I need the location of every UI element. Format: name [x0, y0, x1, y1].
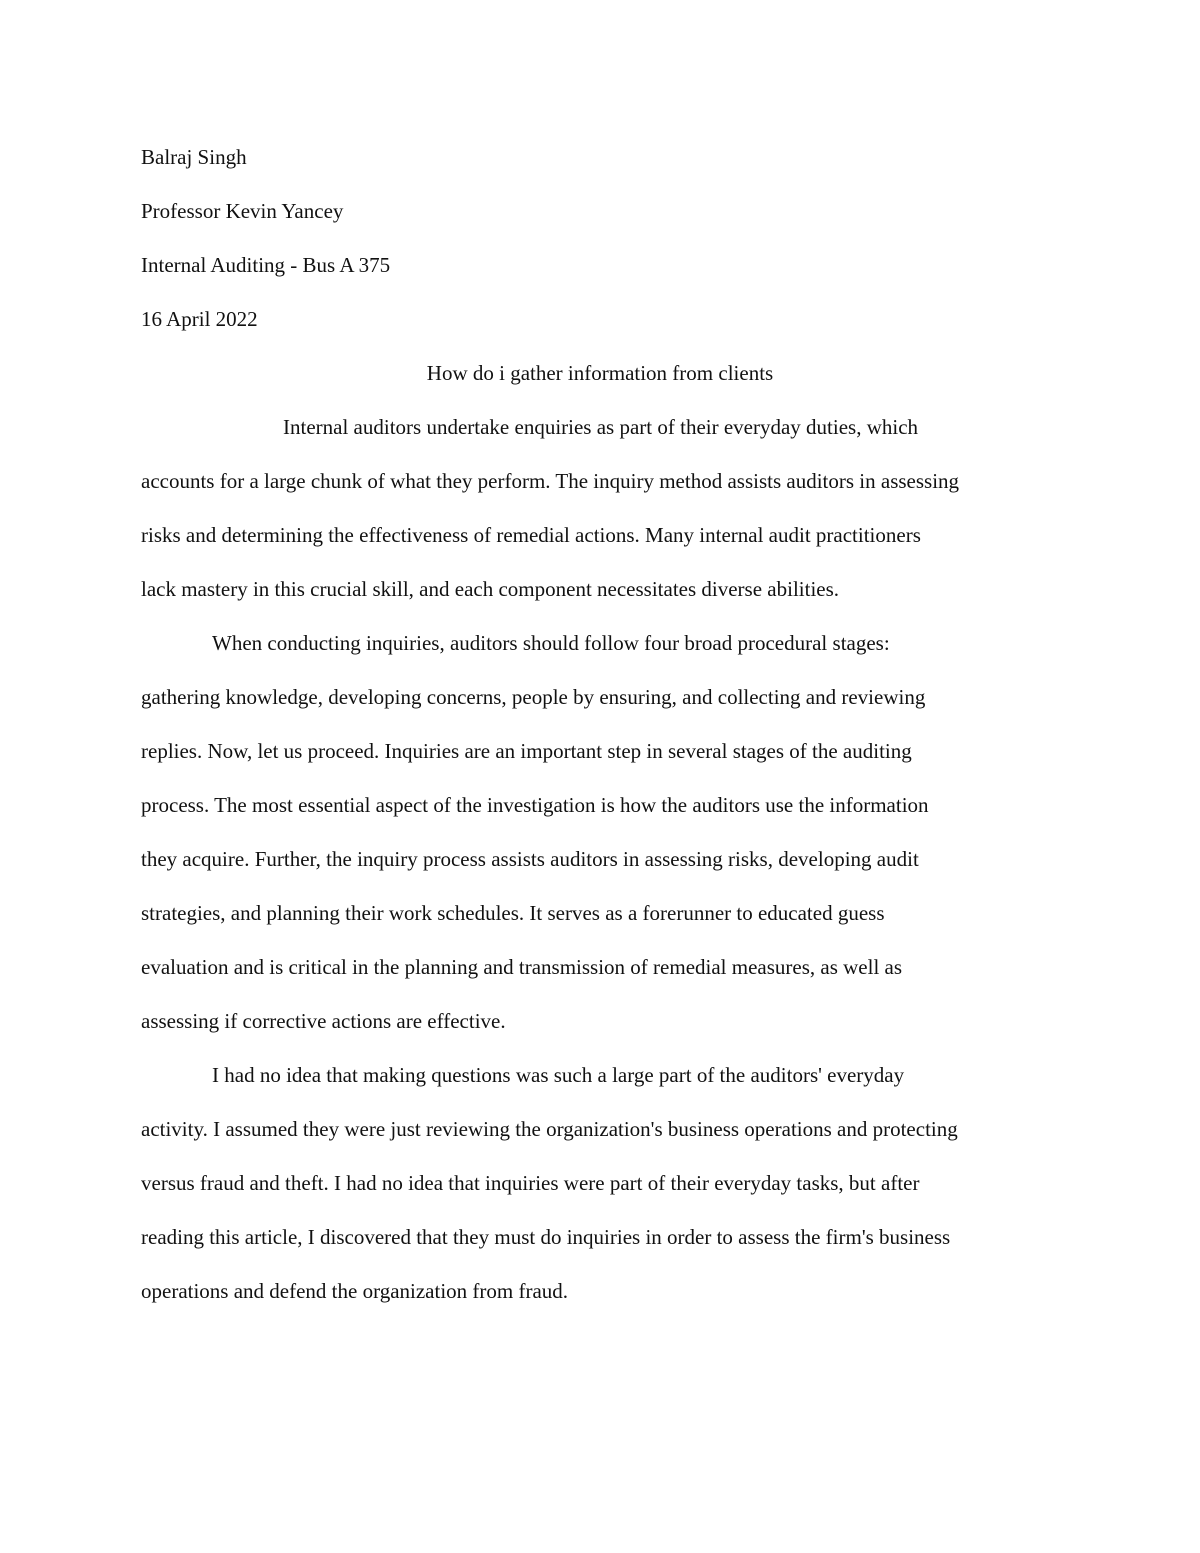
paragraph-line: gathering knowledge, developing concerns, people by ensuring, and collecting and reviewing [141, 685, 926, 709]
paragraph-line: I had no idea that making questions was such a large part of the auditors' everyday [212, 1063, 905, 1087]
paragraph-line: assessing if corrective actions are effective. [141, 1009, 506, 1033]
paragraph-line: process. The most essential aspect of the investigation is how the auditors use the information [141, 793, 929, 817]
paragraph-line: replies. Now, let us proceed. Inquiries are an important step in several stages of the auditing [141, 739, 912, 763]
paragraph-line: activity. I assumed they were just reviewing the organization's business operations and protecting [141, 1117, 958, 1141]
document-date: 16 April 2022 [141, 307, 258, 331]
author-name: Balraj Singh [141, 145, 247, 169]
paragraph-line: evaluation and is critical in the planning and transmission of remedial measures, as well as [141, 955, 903, 979]
paragraph-line: When conducting inquiries, auditors should follow four broad procedural stages: [212, 631, 890, 655]
course-name: Internal Auditing - Bus A 375 [141, 253, 391, 277]
paragraph-line: lack mastery in this crucial skill, and each component necessitates diverse abilities. [141, 577, 840, 601]
paragraph-line: strategies, and planning their work schedules. It serves as a forerunner to educated guess [141, 901, 885, 925]
paragraph-line: Internal auditors undertake enquiries as part of their everyday duties, which [283, 415, 919, 439]
paragraph-line: risks and determining the effectiveness of remedial actions. Many internal audit practitioners [141, 523, 921, 547]
paragraph-line: versus fraud and theft. I had no idea that inquiries were part of their everyday tasks, but after [141, 1171, 920, 1195]
paragraph-line: accounts for a large chunk of what they perform. The inquiry method assists auditors in assessing [141, 469, 960, 493]
paragraph-line: reading this article, I discovered that they must do inquiries in order to assess the firm's business [141, 1225, 951, 1249]
document-title: How do i gather information from clients [426, 361, 774, 385]
paragraph-line: operations and defend the organization from fraud. [141, 1279, 569, 1303]
paragraph-line: they acquire. Further, the inquiry process assists auditors in assessing risks, developing audit [141, 847, 919, 871]
professor-name: Professor Kevin Yancey [141, 199, 344, 223]
